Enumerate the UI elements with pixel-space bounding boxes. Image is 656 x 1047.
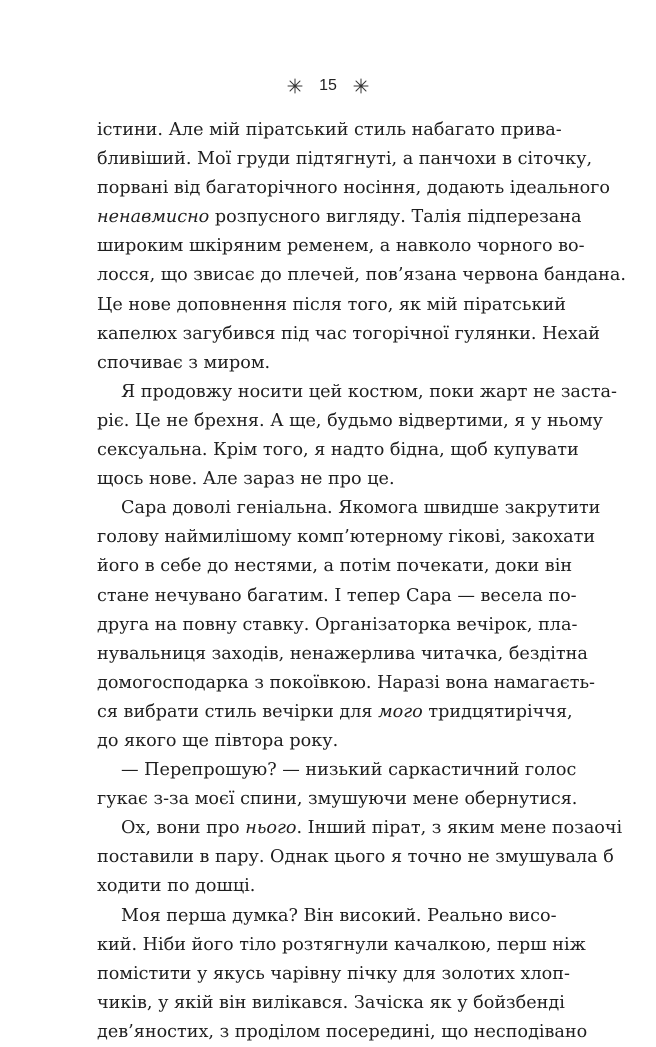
text-line (97, 203, 582, 232)
text-line (97, 349, 540, 378)
italic-text: нього (245, 818, 297, 839)
text-line (97, 669, 595, 698)
text-line (97, 698, 573, 727)
italic-text: ненавмисно (97, 207, 210, 228)
text-line (97, 116, 562, 145)
text-line (97, 232, 585, 261)
text-run: — Перепрошую? — низький саркастичний голос (121, 760, 577, 781)
text-line (97, 552, 573, 581)
text-line (97, 843, 614, 872)
text-run: бливіший. Мої груди підтягнуті, а панчохи в сіточку, (97, 149, 593, 170)
text-line (97, 378, 617, 407)
text-run: чиків, у якій він вилікався. Зачіска як у бойзбенді (97, 992, 565, 1013)
text-run: кий. Ніби його тіло розтягнули качалкою, перш ніж (97, 934, 586, 955)
text-line (97, 436, 579, 465)
text-line (97, 960, 570, 989)
text-run: лосся, що звисає до плечей, пов’язана червона бандана. (97, 265, 626, 286)
text-line (97, 523, 596, 552)
text-line (97, 582, 577, 611)
text-run: Моя перша думка? Він високий. Реально висо- (121, 905, 557, 926)
text-run: щось нове. Але зараз не про це. (97, 469, 395, 490)
text-run: гукає з-за моєї спини, змушуючи мене обернутися. (97, 789, 578, 810)
text-line (97, 872, 540, 901)
text-run: розпусного вигляду. Талія підперезана (209, 207, 582, 228)
text-run: широким шкіряним ременем, а навколо чорного во- (97, 236, 585, 257)
text-run: поставили в пару. Однак цього я точно не змушувала б (97, 847, 614, 868)
text-run: Ох, вони про (121, 818, 246, 839)
text-line (97, 407, 603, 436)
italic-text: мого (378, 701, 423, 722)
text-run: помістити у якусь чарівну пічку для золотих хлоп- (97, 963, 570, 984)
body-text (97, 116, 626, 1047)
text-run: істини. Але мій піратський стиль набагато прива- (97, 120, 562, 140)
text-line (97, 785, 578, 814)
text-line (97, 611, 578, 640)
page-number: 15 (319, 77, 337, 94)
text-run: порвані від багаторічного носіння, додають ідеального (97, 178, 610, 199)
text-run: спочиває з миром. (97, 352, 271, 373)
text-run: капелюх загубився під час тогорічної гулянки. Нехай (97, 323, 600, 344)
text-line (97, 174, 610, 203)
text-run: Я продовжу носити цей костюм, поки жарт не заста- (121, 381, 617, 402)
text-run: Це нове доповнення після того, як мій піратський (97, 294, 566, 315)
text-line (97, 727, 540, 756)
text-line (97, 261, 626, 290)
page-header (0, 74, 656, 98)
text-line (97, 814, 623, 843)
text-line (97, 465, 540, 494)
text-run: сексуальна. Крім того, я надто бідна, щоб купувати (97, 440, 579, 461)
text-run: ся вибрати стиль вечірки для (97, 701, 379, 722)
text-line (97, 931, 586, 960)
text-run: ходити по дошці. (97, 876, 256, 897)
text-run: домогосподарка з покоївкою. Наразі вона намагаєть- (97, 672, 595, 693)
text-run: голову наймилішому комп’ютерному гікові, закохати (97, 527, 596, 548)
text-line (97, 494, 601, 523)
text-run: нувальниця заходів, ненажерлива читачка, бездітна (97, 643, 588, 664)
text-run: друга на повну ставку. Організаторка вечірок, пла- (97, 614, 578, 635)
sparkle-ornament-right-icon (353, 78, 369, 94)
text-line (97, 320, 600, 349)
text-line (97, 989, 565, 1018)
text-line (97, 1018, 588, 1047)
text-line (97, 291, 566, 320)
text-run: стане нечувано багатим. І тепер Сара — весела по- (97, 585, 577, 606)
text-run: Сара доволі геніальна. Якомога швидше закрутити (121, 498, 601, 519)
text-run: ріє. Це не брехня. А ще, будьмо відвертими, я у ньому (97, 410, 603, 431)
text-line (97, 756, 577, 785)
text-run: дев’яностих, з проділом посередині, що несподівано (97, 1021, 588, 1042)
text-line (97, 640, 588, 669)
text-run: до якого ще півтора року. (97, 730, 339, 751)
text-run: його в себе до нестями, а потім почекати, доки він (97, 556, 573, 577)
text-run: . Інший пірат, з яким мене позаочі (296, 818, 623, 839)
sparkle-ornament-left-icon (287, 78, 303, 94)
text-line (97, 145, 593, 174)
text-line (97, 902, 557, 931)
text-run: тридцятиріччя, (422, 701, 573, 722)
